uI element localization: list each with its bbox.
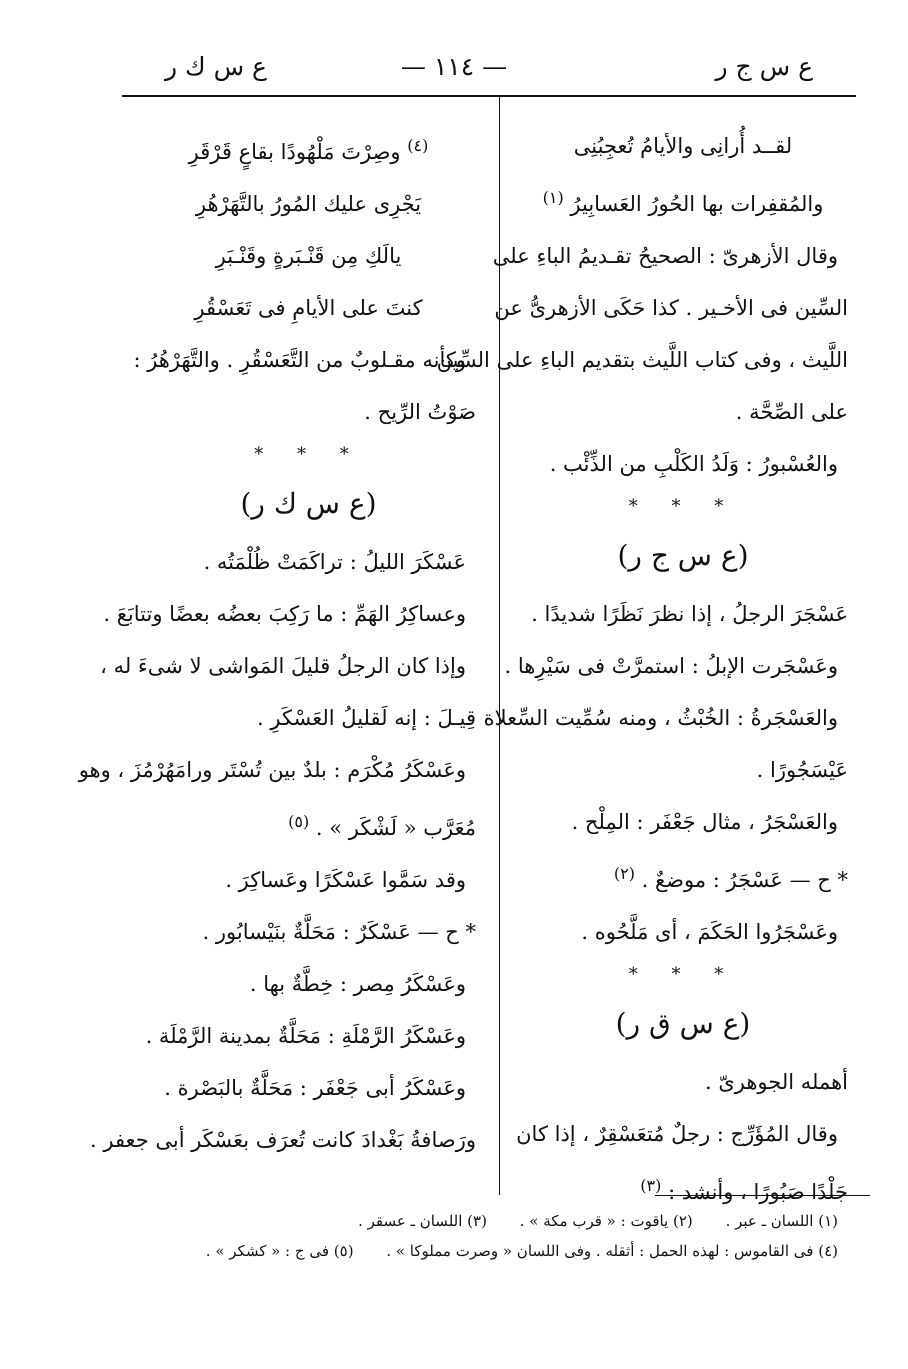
verse: كنتَ على الأيامِ فى تَعَسْقُرِ (194, 296, 423, 320)
entry-heading: (ع س ق ر) (615, 1007, 751, 1040)
paragraph-text: * ح — عَسْجَرُ : موضعٌ . (641, 868, 848, 892)
paragraph-line: وعَسْكَرُ مُكْرَم : بلدٌ بين تُسْتَر ورامَهُرْمُزَ ، وهو (78, 758, 466, 782)
section-separator: * * * (254, 444, 363, 465)
paragraph-line: صَوْتُ الرِّيح . (364, 400, 476, 424)
paragraph-line: أهمله الجوهرىّ . (704, 1070, 848, 1094)
footnote: (٥) فى ج : « كشكر » . (205, 1242, 354, 1260)
paragraph-line: على الصِّحَّة . (735, 400, 848, 424)
entry-heading: (ع س ج ر) (617, 539, 749, 572)
paragraph-line: وعساكِرُ الهَمِّ : ما رَكِبَ بعضُه بعضًا وتتابَعَ . (103, 602, 466, 626)
section-separator: * * * (628, 964, 738, 985)
paragraph-line: عَسْكَرَ الليلُ : تراكَمَتْ ظُلْمَتُه . (203, 550, 466, 574)
paragraph-line: قِيـلَ : إنه لَقليلُ العَسْكَرِ . (257, 706, 476, 730)
paragraph-text: جَلْدًا صَبُورًا ، وأنشد : (668, 1180, 848, 1204)
paragraph-line: وقال الأزهرىّ : الصحيحُ تقـديمُ الباءِ على (492, 244, 838, 268)
footnote-marker: (٣) (640, 1176, 662, 1195)
footnote-marker: (٤) (407, 136, 429, 155)
footnote-line (170, 1238, 838, 1264)
footnote-marker: (٥) (288, 812, 310, 831)
paragraph-line: وقد سَمَّوا عَسْكَرًا وعَساكِرَ . (225, 868, 466, 892)
paragraph-line: السِّين فى الأخـير . كذا حَكَى الأزهرىُّ عن (494, 296, 848, 320)
footnote: (٣) اللسان ـ عسقر . (358, 1212, 487, 1230)
footnote: (١) اللسان ـ عبر . (725, 1212, 838, 1230)
footnote-marker: (٢) (613, 864, 635, 883)
header-rule (122, 95, 856, 97)
footnote-line (170, 1208, 838, 1234)
paragraph-text: مُعَرَّب « لَشْكَر » . (315, 816, 476, 840)
paragraph-line: وعَسْجَرُوا الحَكَمَ ، أى مَلَّحُوه . (581, 920, 838, 944)
footnote-rule (655, 1195, 870, 1196)
paragraph-line: اللَّيث ، وفى كتاب اللَّيث بتقديم الباءِ على السِّين (436, 348, 848, 372)
paragraph-line: والعَسْجَرةُ : الخُبْثُ ، ومنه سُمِّيت السِّعلاة (483, 706, 838, 730)
entry-heading: (ع س ك ر) (240, 487, 377, 520)
running-head-left: ع س ك ر (165, 52, 267, 81)
left-column (78, 120, 476, 1166)
page-number: — ١١٤ — (400, 52, 508, 81)
paragraph-line: والعَسْجَرُ ، مثال جَعْفَر : المِلْح . (571, 810, 838, 834)
footnote: (٤) فى القاموس : لهذه الحمل : أثقله . وفى اللسان « وصرت مملوكا » . (386, 1242, 838, 1260)
verse: يَجْرِى عليك المُورُ بالتَّهَرْهُرِ (195, 192, 422, 216)
section-separator: * * * (628, 496, 738, 517)
paragraph-line: وعَسْكَرُ الرَّمْلَةِ : مَحَلَّةٌ بمدينة الرَّمْلَة . (145, 1024, 466, 1048)
paragraph-line: والعُسْبورُ : وَلَدُ الكَلْبِ من الذِّئْب . (549, 452, 838, 476)
paragraph-line: عَيْسَجُورًا . (756, 758, 848, 782)
verse: لقــد أُرانِى والأيامُ تُعجِبُنِى (573, 134, 793, 158)
paragraph-line: عَسْجَرَ الرجلُ ، إذا نظرَ نَظَرًا شديدًا . (531, 602, 848, 626)
verse-text: وصِرْتَ مَلْهُودًا بقاعٍ قَرْقَرِ (188, 140, 401, 164)
verse (518, 172, 848, 230)
paragraph-line: وعَسْكَرُ مِصر : خِطَّةٌ بها . (249, 972, 466, 996)
footnote: (٢) ياقوت : « قرب مكة » . (519, 1212, 693, 1230)
paragraph-line (518, 848, 848, 906)
paragraph-line: وقال المُؤَرِّج : رجلٌ مُتعَسْقِرٌ ، إذا كان (516, 1122, 838, 1146)
running-head-right: ع س ج ر (715, 52, 813, 81)
paragraph-line: * ح — عَسْكَرٌ : مَحَلَّةٌ بنَيْسابُور . (202, 920, 476, 944)
paragraph-line: ورَصافةُ بَغْدادَ كانت تُعرَف بعَسْكَر أبى جعفر . (90, 1128, 476, 1152)
paragraph-line (141, 796, 476, 854)
right-column (436, 120, 848, 1218)
paragraph-line: وعَسْكَرُ أبى جَعْفَر : مَحَلَّةٌ بالبَصْرة . (164, 1076, 466, 1100)
verse (141, 120, 476, 178)
verse: يالَكِ مِن قَنْـبَرةٍ وقَنْـبَرِ (215, 244, 402, 268)
paragraph-line: وكأنه مقـلوبٌ من التَّعَسْقُرِ . والتَّهَرْهُرُ : (133, 348, 466, 372)
verse-text: والمُقفِرات بها الحُورُ العَسابِيرُ (570, 192, 824, 216)
paragraph-line: وإذا كان الرجلُ قليلَ المَواشى لا شىءَ له ، (100, 654, 466, 678)
paragraph-line: وعَسْجَرت الإبلُ : استمرَّتْ فى سَيْرِها . (504, 654, 838, 678)
footnote-marker: (١) (542, 188, 564, 207)
